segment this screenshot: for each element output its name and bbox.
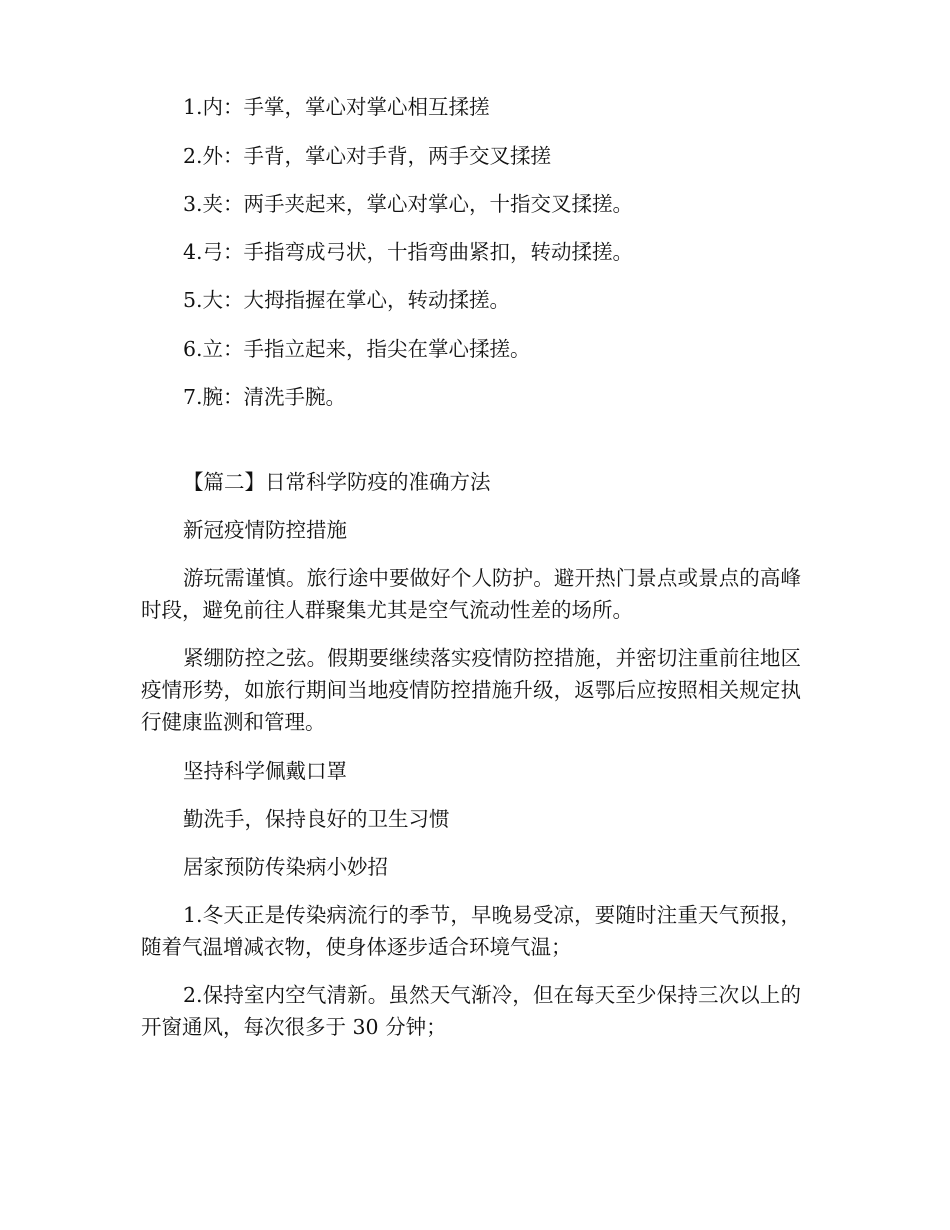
- paragraph-travel-caution: 游玩需谨慎。旅行途中要做好个人防护。避开热门景点或景点的高峰时段，避免前往人群聚集尤其是空气流动性差的场所。: [141, 566, 801, 622]
- paragraph-prevention-control: 紧绷防控之弦。假期要继续落实疫情防控措施，并密切注重前往地区疫情形势，如旅行期间当地疫情防控措施升级，返鄂后应按照相关规定执行健康监测和管理。: [141, 646, 801, 734]
- list-item-1: 1.内：手掌，掌心对掌心相互揉搓: [183, 95, 490, 119]
- list-item-6: 6.立：手指立起来，指尖在掌心揉搓。: [183, 337, 531, 361]
- subheading-home-prevention: 居家预防传染病小妙招: [183, 855, 388, 879]
- subheading-epidemic-measures: 新冠疫情防控措施: [183, 518, 347, 542]
- subheading-masks: 坚持科学佩戴口罩: [183, 759, 347, 783]
- paragraph-ventilation: 2.保持室内空气清新。虽然天气渐冷，但在每天至少保持三次以上的开窗通风，每次很多于 30 分钟；: [141, 983, 801, 1039]
- list-item-5: 5.大：大拇指握在掌心，转动揉搓。: [183, 288, 511, 312]
- list-item-7: 7.腕：清洗手腕。: [183, 385, 347, 409]
- subheading-hand-washing: 勤洗手，保持良好的卫生习惯: [183, 807, 450, 831]
- paragraph-winter-tips: 1.冬天正是传染病流行的季节，早晚易受凉，要随时注重天气预报，随着气温增减衣物，使身体逐步适合环境气温；: [141, 903, 801, 959]
- section-title: 【篇二】日常科学防疫的准确方法: [183, 470, 491, 494]
- list-item-3: 3.夹：两手夹起来，掌心对掌心，十指交叉揉搓。: [183, 192, 634, 216]
- list-item-2: 2.外：手背，掌心对手背，两手交叉揉搓: [183, 144, 552, 168]
- list-item-4: 4.弓：手指弯成弓状，十指弯曲紧扣，转动揉搓。: [183, 240, 634, 264]
